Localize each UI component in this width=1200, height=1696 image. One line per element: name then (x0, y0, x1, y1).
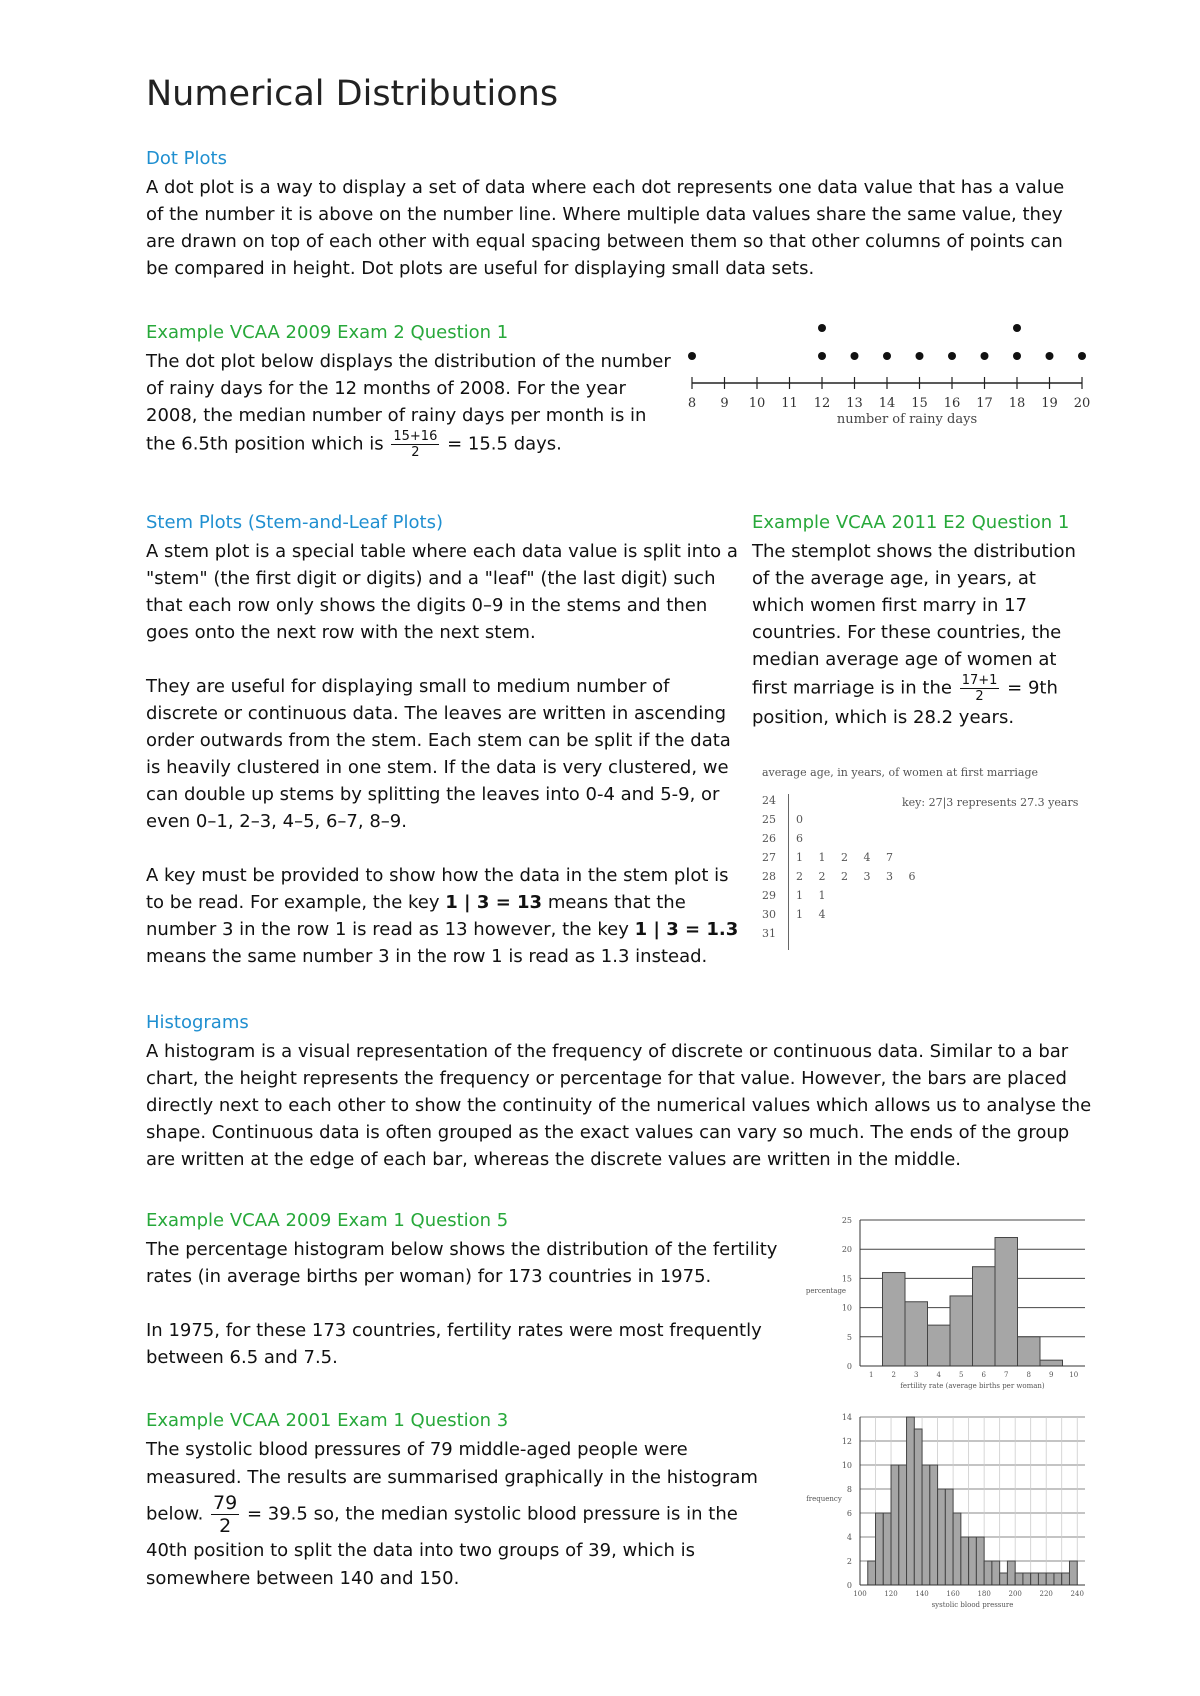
leaf-values: 1 1 (796, 889, 826, 902)
hist-ytick-label: 2 (846, 1557, 852, 1566)
dot-plot-point (818, 352, 826, 360)
hist-bar (1062, 1573, 1070, 1585)
hist-bar (984, 1561, 992, 1585)
hist-ylabel: percentage (805, 1287, 847, 1295)
hist-bar (976, 1537, 984, 1585)
example1-text-a: The dot plot below displays the distribution of the number of rainy days for the 12 months of 2008. For the year 2008, the median number of rainy days per month is in the 6.5th position which is (146, 351, 671, 455)
dot-plot-point (981, 352, 989, 360)
dot-plot-tick-label: 19 (1041, 396, 1058, 411)
hist-bar (876, 1513, 884, 1585)
hist-xlabel: systolic blood pressure (931, 1601, 1014, 1609)
leaf-values: 1 4 (796, 908, 826, 921)
hist-bar (1054, 1573, 1062, 1585)
hist-ytick-label: 0 (846, 1581, 852, 1590)
leaf-values: 0 (796, 813, 803, 826)
stem-plot-title: average age, in years, of women at first marriage (762, 766, 1039, 779)
page-title: Numerical Distributions (146, 74, 559, 114)
stem-value: 29 (762, 889, 776, 902)
hist-bar (868, 1561, 876, 1585)
dot-plot-xlabel: number of rainy days (836, 412, 978, 427)
dot-plot-point (688, 352, 696, 360)
stem-value: 31 (762, 927, 776, 940)
hist-bar (995, 1238, 1018, 1366)
fertility-histogram (800, 1204, 1090, 1394)
hist-ytick-label: 25 (841, 1216, 852, 1225)
stem-row (762, 927, 796, 940)
dot-plot-tick-label: 17 (976, 396, 993, 411)
hist-bar (953, 1513, 961, 1585)
frac-numerator: 17+1 (961, 673, 998, 688)
stem-row (762, 870, 915, 883)
example3-text (146, 1236, 786, 1371)
hist-xtick-label: 7 (1004, 1371, 1009, 1379)
dot-plot-point (1078, 352, 1086, 360)
hist-bar (1023, 1573, 1031, 1585)
key-example-1: 1 | 3 = 13 (445, 892, 543, 913)
leaf-values: 2 2 2 3 3 6 (796, 870, 916, 883)
dot-plot-point (948, 352, 956, 360)
example1-fraction (391, 429, 439, 460)
dot-plot-tick-label: 15 (911, 396, 928, 411)
example4-text (146, 1436, 761, 1593)
hist-bar (914, 1429, 922, 1585)
example1-heading: Example VCAA 2009 Exam 2 Question 1 (146, 322, 509, 343)
dot-plot-tick-label: 10 (748, 396, 766, 411)
stem-row (762, 908, 826, 921)
hist-ytick-label: 12 (841, 1437, 852, 1446)
hist-bar (899, 1465, 907, 1585)
hist-bar (928, 1325, 951, 1366)
hist-bar (907, 1417, 915, 1585)
hist-bar (1069, 1561, 1077, 1585)
hist-xtick-label: 8 (1026, 1371, 1031, 1379)
stem-value: 30 (762, 908, 776, 921)
stem-plots-p3-a: A key must be provided to show how the data in the stem plot is to be read. For example, the key (146, 865, 729, 913)
frac-numerator: 79 (213, 1492, 238, 1514)
hist-bar (973, 1267, 996, 1366)
stem-value: 25 (762, 813, 776, 826)
example2-text-c: position, which is 28.2 years. (752, 707, 1015, 728)
hist-xtick-label: 180 (977, 1590, 991, 1598)
hist-xtick-label: 1 (869, 1371, 874, 1379)
stem-plots-p3 (146, 862, 741, 970)
hist-ytick-label: 10 (841, 1461, 852, 1470)
dot-plot-tick-label: 14 (878, 396, 896, 411)
hist-bar (938, 1489, 946, 1585)
hist-xlabel: fertility rate (average births per woman) (900, 1382, 1045, 1390)
example4-fraction (211, 1492, 239, 1537)
hist-ytick-label: 14 (841, 1413, 852, 1422)
hist-bar (992, 1561, 1000, 1585)
hist-xtick-label: 220 (1039, 1590, 1053, 1598)
frac-numerator: 15+16 (393, 429, 438, 444)
hist-ytick-label: 10 (841, 1303, 852, 1313)
hist-ytick-label: 20 (841, 1245, 852, 1255)
dot-plot-point (851, 352, 859, 360)
example2-text-b: = 9th (1007, 677, 1058, 699)
stem-row (762, 889, 826, 902)
hist-bar (1040, 1360, 1063, 1366)
stem-plots-p3-b: means that the number 3 in the row 1 is read as 13 however, the key (146, 892, 686, 940)
leaf-values (788, 927, 796, 940)
hist-bar (950, 1296, 973, 1366)
hist-bar (922, 1465, 930, 1585)
stem-value: 28 (762, 870, 776, 883)
hist-xtick-label: 160 (946, 1590, 960, 1598)
dot-plot-tick-label: 9 (720, 396, 729, 411)
hist-xtick-label: 5 (959, 1371, 964, 1379)
dot-plot-chart (680, 318, 1100, 433)
dot-plot-tick-label: 11 (781, 396, 798, 411)
dot-plots-heading: Dot Plots (146, 148, 227, 169)
hist-xtick-label: 9 (1049, 1371, 1054, 1379)
leaf-values: 1 1 2 4 7 (796, 851, 893, 864)
example2-text-a: The stemplot shows the distribution of the average age, in years, at which women first marry in 17 countries. For these countries, the median average age of women at first marriage is in the (752, 541, 1076, 699)
hist-xtick-label: 10 (1069, 1371, 1079, 1379)
hist-xtick-label: 100 (853, 1590, 867, 1598)
hist-bar (1018, 1337, 1041, 1366)
hist-xtick-label: 200 (1008, 1590, 1022, 1598)
hist-xtick-label: 140 (915, 1590, 929, 1598)
dot-plot-point (818, 324, 826, 332)
dot-plot-tick-label: 12 (813, 396, 831, 411)
hist-ytick-label: 0 (846, 1362, 852, 1371)
dot-plot-tick-label: 18 (1008, 396, 1026, 411)
dot-plot-tick-label: 16 (943, 396, 961, 411)
example4-heading: Example VCAA 2001 Exam 1 Question 3 (146, 1410, 509, 1431)
hist-bar (1046, 1573, 1054, 1585)
example4-text-b: = 39.5 so, the median systolic blood pressure is in the 40th position to split the data into two groups of 39, which is somewhere between 140 and 150. (146, 1503, 738, 1589)
example3-heading: Example VCAA 2009 Exam 1 Question 5 (146, 1210, 509, 1231)
hist-xtick-label: 6 (981, 1371, 986, 1379)
key-example-2: 1 | 3 = 1.3 (634, 919, 739, 940)
dot-plot-point (883, 352, 891, 360)
hist-bar (883, 1273, 906, 1366)
frac-denominator: 2 (411, 445, 420, 460)
hist-ytick-label: 6 (846, 1509, 852, 1518)
stem-plots-p2: They are useful for displaying small to medium number of discrete or continuous data. The leaves are written in ascending order outwards from the stem. Each stem can be split if the data is heavily clustered in one stem. If the data is very clustered, we can double up stems by splitting the leaves into 0-4 and 5-9, or even 0–1, 2–3, 4–5, 6–7, 8–9. (146, 676, 731, 832)
frac-denominator: 2 (975, 689, 984, 704)
stem-plots-p3-c: means the same number 3 in the row 1 is read as 1.3 instead. (146, 946, 708, 967)
hist-ytick-label: 4 (846, 1533, 852, 1542)
hist-xtick-label: 2 (891, 1371, 896, 1379)
frac-denominator: 2 (219, 1515, 232, 1537)
dot-plots-text: A dot plot is a way to display a set of data where each dot represents one data value that has a value of the number it is above on the number line. Where multiple data values share the same value, they are drawn on top of each other with equal spacing between them so that other columns of points can be compared in height. Dot plots are useful for displaying small data sets. (146, 177, 1065, 279)
example2-heading: Example VCAA 2011 E2 Question 1 (752, 512, 1070, 533)
hist-bar (1031, 1573, 1039, 1585)
hist-bar (930, 1465, 938, 1585)
example2-fraction (960, 673, 1000, 704)
leaf-values (788, 794, 796, 807)
hist-ytick-label: 8 (846, 1485, 852, 1494)
hist-xtick-label: 4 (936, 1371, 941, 1379)
dot-plot-point (1013, 352, 1021, 360)
example2-text (752, 538, 1092, 731)
hist-ylabel: frequency (806, 1495, 842, 1503)
stem-plots-text (146, 538, 741, 970)
histograms-text: A histogram is a visual representation of the frequency of discrete or continuous data. Similar to a bar chart, the height represents the frequency or percentage for that value. However, the bars are placed directly next to each other to show the continuity of the numerical values which allows us to analyse the shape. Continuous data is often grouped as the exact values can vary so much. The ends of the group are written at the edge of each bar, whereas the discrete values are written in the middle. (146, 1041, 1092, 1170)
stem-value: 27 (762, 851, 776, 864)
leaf-values: 6 (796, 832, 803, 845)
stem-row (762, 832, 803, 845)
hist-bar (1038, 1573, 1046, 1585)
hist-bar (1015, 1573, 1023, 1585)
hist-bar (1007, 1561, 1015, 1585)
dot-plot-tick-label: 20 (1073, 396, 1091, 411)
hist-bar (961, 1537, 969, 1585)
hist-bar (891, 1465, 899, 1585)
stem-row (762, 794, 796, 807)
dot-plot-tick-label: 8 (687, 396, 697, 411)
hist-bar (945, 1489, 953, 1585)
blood-pressure-histogram (800, 1405, 1090, 1625)
histograms-heading: Histograms (146, 1012, 249, 1033)
stem-plot (762, 766, 1092, 956)
stem-row (762, 813, 803, 826)
example1-text (146, 348, 676, 460)
stem-value: 24 (762, 794, 776, 807)
example3-p1: The percentage histogram below shows the distribution of the fertility rates (in average births per woman) for 173 countries in 1975. (146, 1239, 778, 1287)
stem-row (762, 851, 893, 864)
hist-bar (883, 1513, 891, 1585)
stem-plots-p1: A stem plot is a special table where each data value is split into a "stem" (the first digit or digits) and a "leaf" (the last digit) such that each row only shows the digits 0–9 in the stems and then goes onto the next row with the next stem. (146, 541, 738, 643)
hist-bar (905, 1302, 928, 1366)
dot-plot-point (1046, 352, 1054, 360)
example4-text-a: The systolic blood pressures of 79 middle-aged people were measured. The results are summarised graphically in the histogram below. (146, 1439, 758, 1525)
hist-xtick-label: 240 (1070, 1590, 1084, 1598)
hist-xtick-label: 120 (884, 1590, 898, 1598)
stem-plot-key: key: 27|3 represents 27.3 years (902, 796, 1079, 809)
hist-bar (969, 1537, 977, 1585)
hist-xtick-label: 3 (914, 1371, 919, 1379)
hist-ytick-label: 15 (841, 1274, 852, 1284)
hist-ytick-label: 5 (846, 1332, 852, 1342)
hist-bar (1000, 1573, 1008, 1585)
dot-plot-tick-label: 13 (846, 396, 863, 411)
example1-text-b: = 15.5 days. (447, 433, 562, 455)
dot-plot-point (1013, 324, 1021, 332)
stem-value: 26 (762, 832, 776, 845)
example3-p2: In 1975, for these 173 countries, fertility rates were most frequently between 6.5 and 7.5. (146, 1320, 762, 1368)
dot-plot-point (916, 352, 924, 360)
stem-plots-heading: Stem Plots (Stem-and-Leaf Plots) (146, 512, 444, 533)
